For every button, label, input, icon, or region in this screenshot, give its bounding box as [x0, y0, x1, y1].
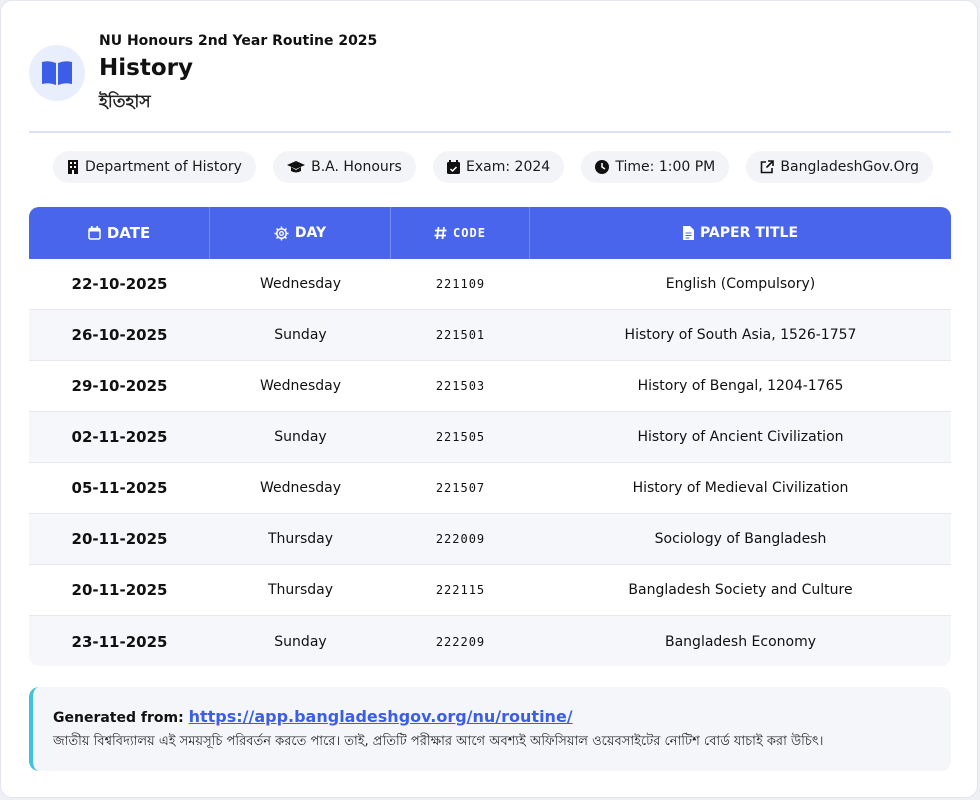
column-header-label: PAPER TITLE	[699, 225, 799, 241]
cell-date: 20-11-2025	[71, 530, 168, 548]
cell-day: Wednesday	[259, 480, 342, 496]
cell-paper-title: History of Medieval Civilization	[632, 480, 849, 496]
cell-code: 221109	[435, 277, 486, 291]
cell-date: 23-11-2025	[71, 632, 168, 651]
document-icon	[683, 226, 694, 240]
hash-icon	[434, 226, 447, 240]
cell-code: 221501	[435, 328, 486, 342]
column-header-label: DATE	[106, 224, 151, 242]
cell-date: 26-10-2025	[71, 326, 168, 344]
clock-icon	[595, 160, 609, 174]
info-chips	[53, 151, 933, 183]
cell-code: 221505	[435, 430, 486, 444]
chip-degree	[273, 151, 416, 183]
cell-date: 20-11-2025	[71, 581, 168, 599]
routine-supertitle: NU Honours 2nd Year Routine 2025	[99, 33, 378, 49]
chip-label: Exam: 2024	[466, 159, 551, 175]
cell-code: 222115	[435, 583, 486, 597]
cell-day: Thursday	[267, 582, 334, 598]
chip-exam-year	[433, 151, 564, 183]
chip-department	[53, 151, 256, 183]
chip-time	[581, 151, 729, 183]
table-body	[29, 259, 951, 666]
cell-paper-title: History of South Asia, 1526-1757	[624, 327, 857, 343]
table-row	[29, 514, 951, 565]
page-title: History	[99, 55, 193, 81]
column-header-label: DAY	[294, 225, 327, 241]
table-row	[29, 412, 951, 463]
cell-paper-title: History of Ancient Civilization	[637, 429, 844, 445]
cell-paper-title: Sociology of Bangladesh	[654, 531, 827, 547]
chip-label: BangladeshGov.Org	[780, 159, 919, 175]
chip-label: Time: 1:00 PM	[615, 159, 716, 175]
column-header-code	[391, 207, 530, 259]
routine-table	[29, 207, 951, 666]
cell-day: Wednesday	[259, 276, 342, 292]
cell-paper-title: English (Compulsory)	[665, 276, 816, 292]
source-note	[29, 687, 951, 771]
column-header-paper-title	[530, 207, 951, 259]
note-label: Generated from:	[53, 710, 184, 726]
cell-code: 221503	[435, 379, 486, 393]
note-disclaimer: জাতীয় বিশ্ববিদ্যালয় এই সময়সূচি পরিবর্তন করতে পারে। তাই, প্রতিটি পরীক্ষার আগে অবশ্যই অফিসিয়াল ওয়েবসাইটের নোটিশ বোর্ড যাচাই করা উচিৎ।	[53, 734, 824, 749]
logo	[29, 45, 85, 101]
column-header-label: CODE	[453, 226, 486, 240]
cell-paper-title: History of Bengal, 1204-1765	[637, 378, 844, 394]
building-icon	[67, 160, 79, 174]
calendar-check-icon	[447, 160, 460, 174]
cell-code: 222209	[435, 634, 486, 649]
note-source-line	[53, 707, 951, 726]
external-link-icon	[760, 160, 774, 174]
cell-date: 05-11-2025	[71, 479, 168, 497]
cell-day: Sunday	[274, 429, 327, 445]
open-book-icon	[40, 59, 74, 87]
table-row	[29, 259, 951, 310]
source-url-link[interactable]: https://app.bangladeshgov.org/nu/routine/	[188, 707, 573, 726]
cell-date: 22-10-2025	[71, 275, 168, 293]
table-row	[29, 361, 951, 412]
table-row	[29, 565, 951, 616]
gear-icon	[274, 226, 289, 241]
cell-day: Sunday	[274, 633, 327, 650]
cell-day: Wednesday	[259, 378, 342, 394]
table-row	[29, 616, 951, 666]
cell-day: Thursday	[267, 531, 334, 547]
table-row	[29, 463, 951, 514]
cell-code: 222009	[435, 532, 486, 546]
column-header-date	[29, 207, 210, 259]
calendar-icon	[88, 226, 101, 240]
chip-label: Department of History	[85, 159, 242, 175]
chip-label: B.A. Honours	[311, 159, 402, 175]
table-row	[29, 310, 951, 361]
table-header	[29, 207, 951, 259]
cell-paper-title: Bangladesh Society and Culture	[628, 582, 853, 598]
column-header-day	[210, 207, 391, 259]
header	[29, 29, 951, 133]
cell-date: 29-10-2025	[71, 377, 168, 395]
page-subtitle-bangla: ইতিহাস	[99, 92, 151, 112]
cell-code: 221507	[435, 481, 486, 495]
graduation-cap-icon	[287, 160, 305, 174]
cell-date: 02-11-2025	[71, 428, 168, 446]
cell-paper-title: Bangladesh Economy	[665, 633, 816, 650]
cell-day: Sunday	[274, 327, 327, 343]
chip-source-link[interactable]	[746, 151, 933, 183]
